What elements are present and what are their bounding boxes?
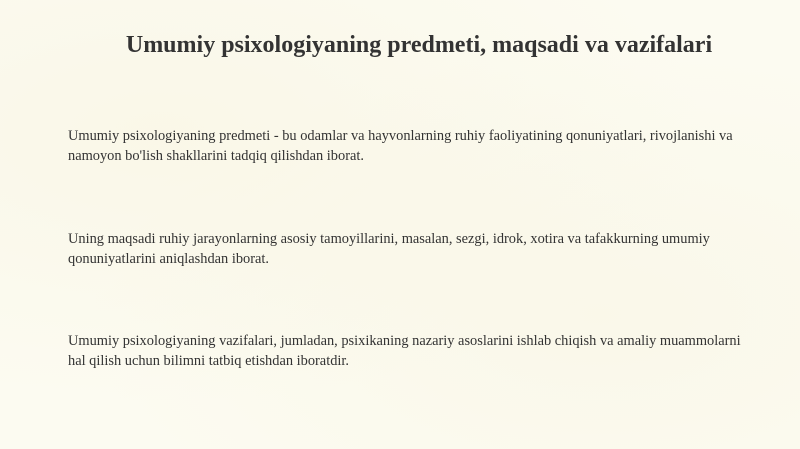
paragraph-tasks: Umumiy psixologiyaning vazifalari, jumladan, psixikaning nazariy asoslarini ishlab chiqish va amaliy muammolarni hal qilish uchun bilimni tatbiq etishdan iboratdir. — [68, 333, 741, 369]
paragraph-goal: Uning maqsadi ruhiy jarayonlarning asosiy tamoyillarini, masalan, sezgi, idrok, xotira va tafakkurning umumiy qonuniyatlarini aniqlashdan iborat. — [68, 231, 710, 267]
paragraph-subject: Umumiy psixologiyaning predmeti - bu odamlar va hayvonlarning ruhiy faoliyatining qonuniyatlari, rivojlanishi va namoyon bo'lish shakllarini tadqiq qilishdan iborat. — [68, 128, 733, 164]
slide-title: Umumiy psixologiyaning predmeti, maqsadi va vazifalari — [125, 32, 713, 58]
